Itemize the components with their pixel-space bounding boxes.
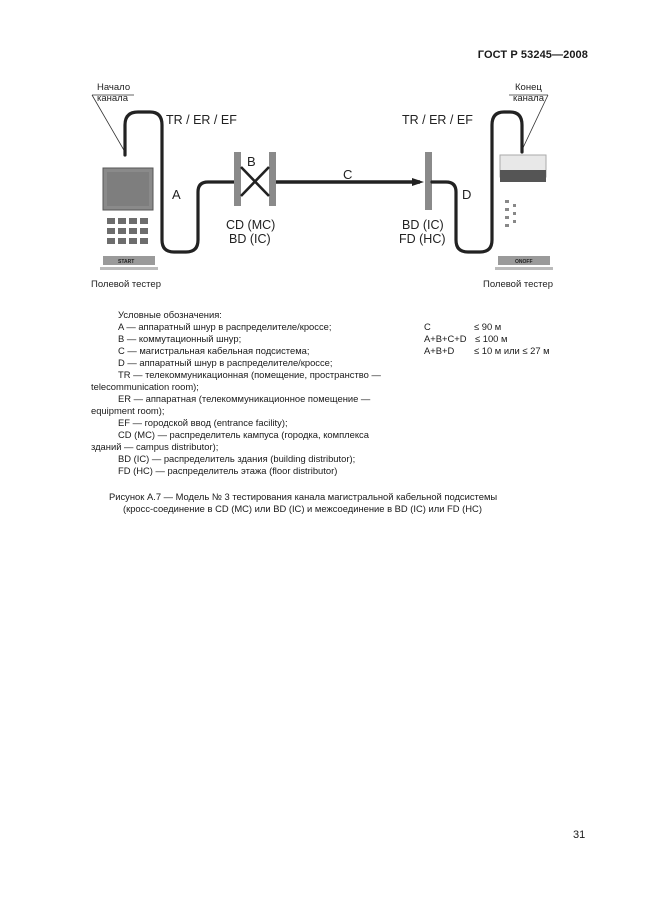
legend-title: Условные обозначения: <box>118 309 222 320</box>
legend-item-d: D — аппаратный шнур в распределителе/кроссе; <box>118 357 333 368</box>
bd-ic-label-right: BD (IC) <box>402 218 444 232</box>
segment-d-label: D <box>462 187 472 202</box>
right-tester-base <box>495 267 553 270</box>
segment-b-label: B <box>247 154 256 169</box>
channel-diagram <box>0 0 646 300</box>
cord-b-cross <box>241 167 269 196</box>
limit-abcd-label: A+B+C+D <box>424 333 467 344</box>
start-label-line2: канала <box>97 93 129 104</box>
end-label-line2: канала <box>513 93 545 104</box>
legend-item-b: B — коммутационный шнур; <box>118 333 242 344</box>
segment-c-label: C <box>343 167 353 182</box>
left-tester-keypad <box>107 218 148 244</box>
fd-hc-label: FD (HC) <box>399 232 446 246</box>
left-panel-bar-2 <box>269 152 276 206</box>
tr-er-ef-right: TR / ER / EF <box>402 113 473 127</box>
right-field-tester <box>495 155 553 270</box>
left-field-tester <box>100 168 158 270</box>
figure-caption-line2: (кросс-соединение в CD (MC) или BD (IC) и межсоединение в BD (IC) или FD (HC) <box>123 503 482 514</box>
legend-tr-line1: TR — телекоммуникационная (помещение, пространство — <box>118 369 381 380</box>
limit-c-label: C <box>424 321 431 332</box>
left-panel-bar-1 <box>234 152 241 206</box>
legend-item-a: A — аппаратный шнур в распределителе/кроссе; <box>118 321 332 332</box>
tr-er-ef-left: TR / ER / EF <box>166 113 237 127</box>
legend-fd: FD (HC) — распределитель этажа (floor distributor) <box>118 465 338 476</box>
left-tester-label: Полевой тестер <box>91 279 161 290</box>
legend-cd-line1: CD (MC) — распределитель кампуса (городка, комплекса <box>118 429 369 440</box>
cable-c-arrow-icon <box>412 178 424 186</box>
limit-abcd-value: ≤ 100 м <box>475 333 508 344</box>
legend-ef: EF — городской ввод (entrance facility); <box>118 417 288 428</box>
limit-abd-value: ≤ 10 м или ≤ 27 м <box>474 345 550 356</box>
legend-bd: BD (IC) — распределитель здания (building distributor); <box>118 453 356 464</box>
right-tester-label: Полевой тестер <box>483 279 553 290</box>
left-tester-start-text: START <box>118 259 135 265</box>
end-label-line1: Конец <box>515 82 542 93</box>
left-tester-display <box>107 172 149 206</box>
left-tester-base <box>100 267 158 270</box>
limit-c-value: ≤ 90 м <box>474 321 502 332</box>
standard-header: ГОСТ Р 53245—2008 <box>477 49 588 61</box>
legend-cd-line2: зданий — campus distributor); <box>91 441 219 452</box>
right-tester-onoff-text: ONOFF <box>515 259 533 265</box>
cd-mc-label: CD (MC) <box>226 218 276 232</box>
legend-item-c: C — магистральная кабельная подсистема; <box>118 345 310 356</box>
legend-tr-line2: telecommunication room); <box>91 381 199 392</box>
right-tester-leds <box>505 200 516 227</box>
start-label-line1: Начало <box>97 82 131 93</box>
legend-er-line1: ER — аппаратная (телекоммуникационное помещение — <box>118 393 371 404</box>
segment-a-label: A <box>172 187 181 202</box>
figure-caption-line1: Рисунок А.7 — Модель № 3 тестирования канала магистральной кабельной подсистемы <box>109 491 498 502</box>
page-number: 31 <box>573 829 586 841</box>
legend-er-line2: equipment room); <box>91 405 165 416</box>
right-tester-port <box>500 170 546 182</box>
bd-ic-label-left: BD (IC) <box>229 232 271 246</box>
limit-abd-label: A+B+D <box>424 345 455 356</box>
